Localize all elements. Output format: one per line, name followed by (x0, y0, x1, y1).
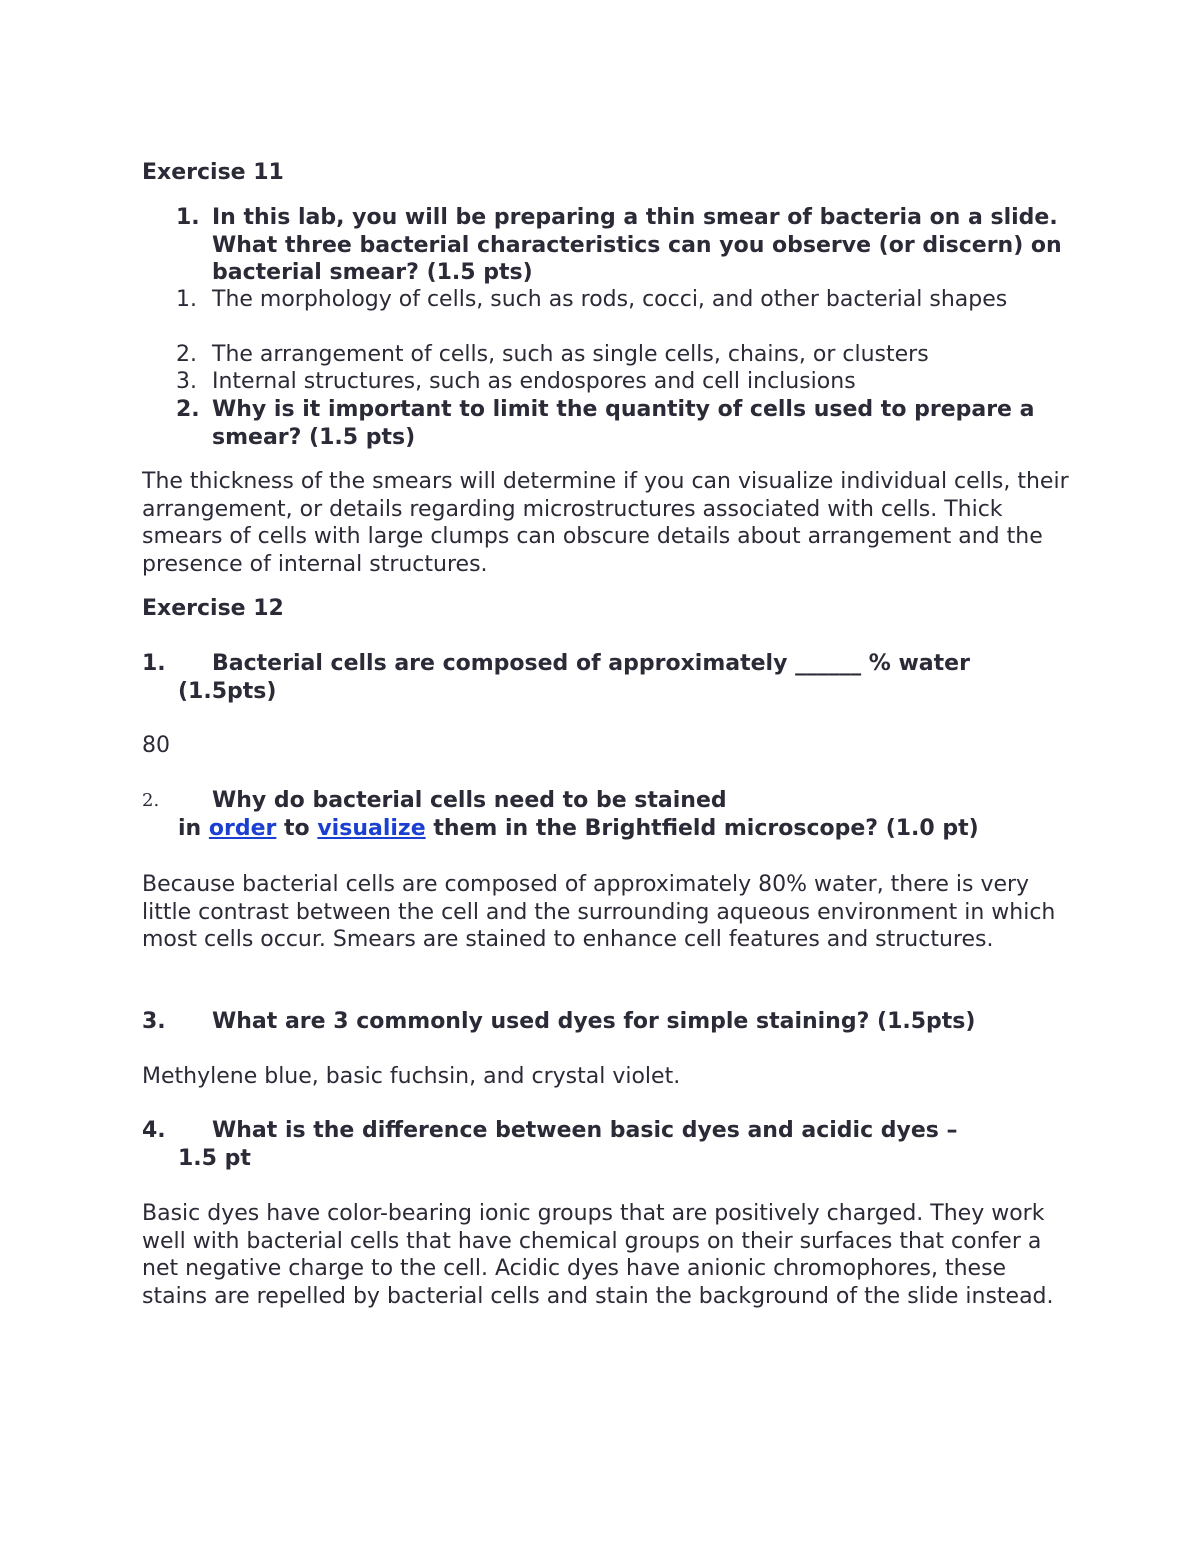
ex12-q1-answer: 80 (142, 733, 170, 758)
exercise-11-heading: Exercise 11 (142, 160, 284, 185)
ex11-answer-1 (176, 286, 1072, 314)
ex11-q2-answer: The thickness of the smears will determine if you can visualize individual cells, their arrangement, or details regarding microstructures associated with cells. Thick smears of cells with large clumps can obscure details about arrangement and the presence of internal structures. (142, 469, 1069, 577)
ex12-q1-number: 1. (142, 651, 166, 676)
ex12-q4-text: What is the difference between basic dyes and acidic dyes – (212, 1118, 958, 1143)
ex12-question-3 (142, 1008, 1072, 1036)
ex11-question-1 (176, 204, 1072, 287)
ex12-q2-number: 2. (142, 790, 160, 811)
ex12-q3-answer: Methylene blue, basic fuchsin, and crystal violet. (142, 1064, 681, 1089)
ex12-question-4 (142, 1117, 1072, 1172)
ex12-question-1 (142, 650, 1072, 705)
ex11-q1-number: 1. (176, 205, 200, 230)
ex11-a2-number: 2. (176, 342, 197, 367)
ex12-q3-text: What are 3 commonly used dyes for simple staining? (1.5pts) (212, 1009, 976, 1034)
ex11-q1-text: In this lab, you will be preparing a thin smear of bacteria on a slide. What three bacterial characteristics can you observe (or discern) on bacterial smear? (1.5 pts) (212, 205, 1062, 285)
ex12-q2-to: to (284, 815, 310, 841)
ex12-q1-text-cont: (1.5pts) (178, 678, 277, 704)
ex11-q2-number: 2. (176, 397, 200, 422)
ex12-q2-line2 (142, 815, 1072, 843)
ex11-a1-text: The morphology of cells, such as rods, cocci, and other bacterial shapes (212, 287, 1008, 312)
ex12-q2-tail: them in the Brightfield microscope? (1.0 pt) (433, 815, 979, 841)
ex11-answer-2 (176, 341, 1072, 369)
ex12-question-2 (142, 787, 1072, 842)
exercise-12-heading: Exercise 12 (142, 596, 284, 621)
order-link[interactable]: order (208, 815, 277, 841)
ex11-a3-text: Internal structures, such as endospores and cell inclusions (212, 369, 856, 394)
ex12-q4-answer: Basic dyes have color-bearing ionic groups that are positively charged. They work well with bacterial cells that have chemical groups on their surfaces that confer a net negative charge to the cell. Acidic dyes have anionic chromophores, these stains are repelled by bacterial cells and stain the background of the slide instead. (142, 1201, 1054, 1309)
ex12-q2-in: in (178, 815, 202, 841)
ex11-a2-text: The arrangement of cells, such as single cells, chains, or clusters (212, 342, 929, 367)
ex12-q2-answer: Because bacterial cells are composed of approximately 80% water, there is very little contrast between the cell and the surrounding aqueous environment in which most cells occur. Smears are stained to enhance cell features and structures. (142, 872, 1056, 952)
ex11-q2-text: Why is it important to limit the quantity of cells used to prepare a smear? (1.5 pts) (212, 397, 1035, 450)
ex12-q3-number: 3. (142, 1009, 166, 1034)
ex12-q4-text-cont: 1.5 pt (178, 1145, 251, 1171)
ex12-q1-text: Bacterial cells are composed of approximately ______ % water (212, 651, 970, 676)
ex12-q4-number: 4. (142, 1118, 166, 1143)
ex11-question-2 (176, 396, 1072, 451)
ex11-answer-3 (176, 368, 1072, 396)
visualize-link[interactable]: visualize (317, 815, 426, 841)
ex12-q2-line1: Why do bacterial cells need to be stained (212, 788, 727, 813)
ex11-a1-number: 1. (176, 287, 197, 312)
ex11-a3-number: 3. (176, 369, 197, 394)
